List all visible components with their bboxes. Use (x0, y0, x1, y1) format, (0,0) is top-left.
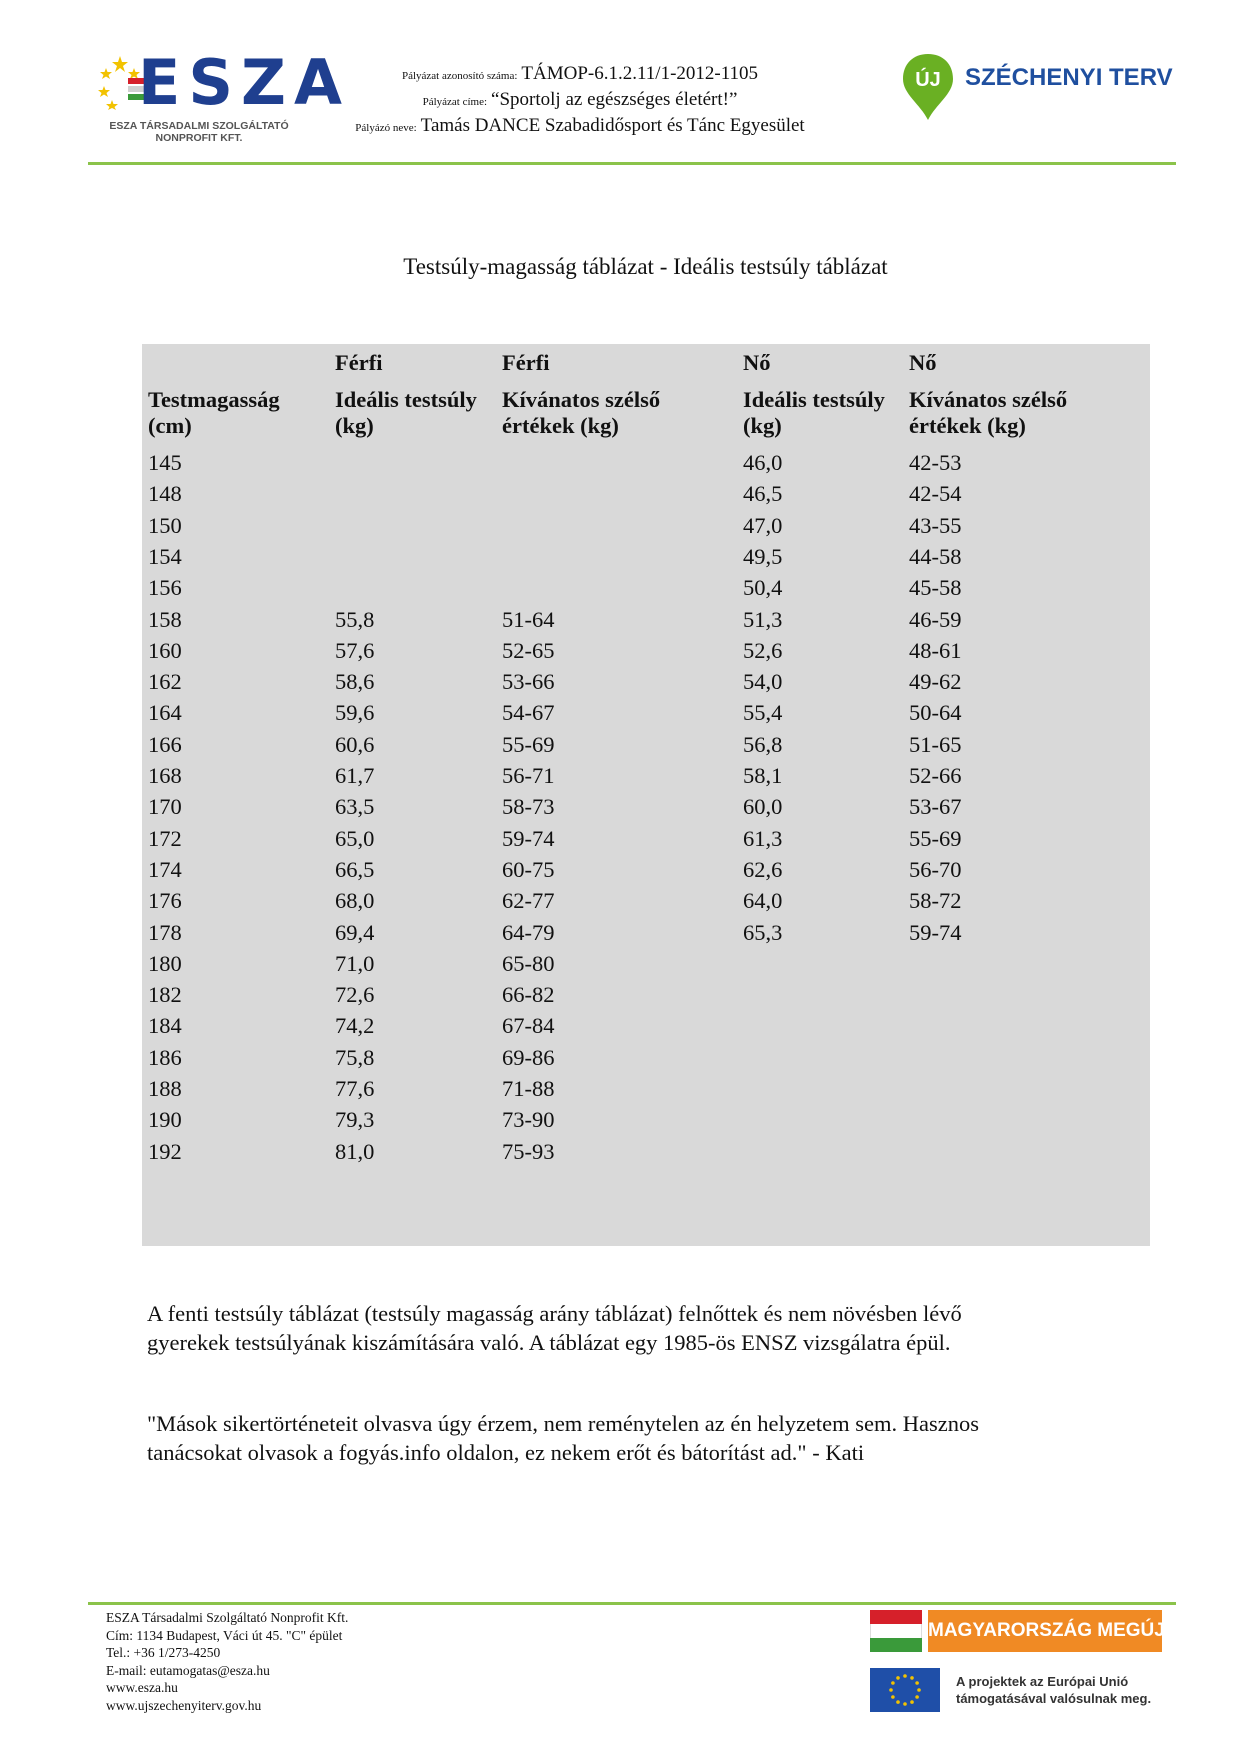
table-cell: 59-74 (909, 919, 962, 945)
contact-line: www.esza.hu (106, 1680, 178, 1695)
table-cell: 69,4 (335, 919, 375, 945)
table-cell: 73-90 (502, 1107, 555, 1133)
table-cell: 49,5 (743, 543, 783, 569)
weight-height-table (142, 344, 1150, 1246)
table-cell: 59-74 (502, 825, 555, 851)
table-row (142, 1134, 1150, 1169)
table-row (142, 508, 1150, 543)
table-cell: 65,0 (335, 825, 375, 851)
table-cell: 55,8 (335, 606, 375, 632)
project-title-line (320, 88, 840, 114)
table-cell: 66,5 (335, 856, 375, 882)
table-cell: 64-79 (502, 919, 555, 945)
eu-support-text (956, 1673, 1151, 1707)
table-row (142, 915, 1150, 950)
table-row (142, 1008, 1150, 1043)
footer-contact-info (106, 1609, 348, 1714)
table-cell: 162 (148, 669, 182, 695)
table-row (142, 633, 1150, 668)
table-row (142, 789, 1150, 824)
table-cell: 60,0 (743, 794, 783, 820)
table-cell: 77,6 (335, 1076, 375, 1101)
table-cell: 63,5 (335, 794, 375, 820)
project-id-line (320, 62, 840, 88)
table-cell: 62,6 (743, 856, 783, 882)
table-row (142, 977, 1150, 1012)
column-header-line: Férfi (335, 350, 383, 375)
table-cell: 52-65 (502, 637, 555, 663)
column-header-line: (kg) (335, 413, 374, 438)
project-id-label: Pályázat azonosító száma: (401, 70, 518, 82)
column-header-line: Testmagasság (148, 387, 280, 412)
table-cell: 66-82 (502, 982, 555, 1008)
table-cell: 58,6 (335, 669, 375, 695)
table-cell: 64,0 (743, 888, 783, 914)
table-cell: 48-61 (909, 637, 962, 663)
column-header-1 (148, 350, 280, 439)
table-cell: 186 (148, 1044, 182, 1070)
hungarian-flag-icon (870, 1610, 922, 1652)
esza-logo (98, 46, 350, 148)
table-cell: 46,0 (743, 450, 783, 475)
table-cell: 51-64 (502, 606, 555, 632)
table-row (142, 821, 1150, 856)
table-cell: 58,1 (743, 763, 783, 788)
table-row (142, 445, 1150, 480)
column-header-line: értékek (kg) (909, 413, 1026, 438)
eu-support-line-2: támogatásával valósulnak meg. (956, 1691, 1152, 1706)
contact-line: Cím: 1134 Budapest, Váci út 45. "C" épület (106, 1627, 343, 1643)
table-cell: 176 (148, 888, 182, 914)
magyarorszag-megujul-logo (870, 1610, 1191, 1660)
table-cell: 190 (148, 1107, 182, 1133)
table-cell: 61,3 (743, 825, 783, 851)
contact-line: E-mail: eutamogatas@esza.hu (106, 1662, 270, 1678)
page-header (0, 0, 1241, 170)
table-cell: 56,8 (743, 731, 783, 757)
column-header-line: Nő (743, 350, 771, 375)
table-row (142, 695, 1150, 730)
esza-logo-text: ESZA (138, 46, 350, 119)
table-cell: 60,6 (335, 731, 375, 757)
table-cell: 46,5 (743, 481, 783, 507)
table-cell: 53-66 (502, 669, 555, 695)
table-cell: 79,3 (335, 1107, 375, 1133)
table-cell: 170 (148, 794, 182, 820)
table-cell: 55,4 (743, 700, 783, 726)
table-description (147, 1299, 1147, 1357)
magyarorszag-megujul-banner: MAGYARORSZÁG MEGÚJUL (928, 1610, 1162, 1652)
table-cell: 44-58 (909, 543, 962, 569)
column-header-2 (335, 350, 477, 439)
table-cell: 148 (148, 481, 182, 507)
table-cell: 56-71 (502, 763, 555, 788)
table-cell: 54-67 (502, 700, 555, 726)
applicant-line (320, 114, 840, 140)
table-cell: 42-53 (909, 450, 962, 475)
table-row (142, 1040, 1150, 1075)
project-id-value: TÁMOP-6.1.2.11/1-2012-1105 (521, 63, 759, 84)
table-cell: 42-54 (909, 481, 962, 507)
table-cell: 45-58 (909, 575, 962, 601)
table-cell: 182 (148, 982, 182, 1008)
table-cell: 154 (148, 543, 182, 569)
table-row (142, 758, 1150, 793)
table-cell: 47,0 (743, 512, 783, 538)
table-cell: 62-77 (502, 888, 555, 914)
table-cell: 158 (148, 606, 182, 632)
table-cell: 174 (148, 856, 182, 882)
table-cell: 61,7 (335, 763, 375, 788)
header-divider (88, 162, 1176, 165)
description-line-1: A fenti testsúly táblázat (testsúly magasság arány táblázat) felnőttek és nem növésben lévő (147, 1301, 962, 1326)
table-cell: 50,4 (743, 575, 783, 601)
eu-support-line-1: A projektek az Európai Unió (956, 1674, 1129, 1689)
table-cell: 71,0 (335, 950, 375, 976)
quote-line-2: tanácsokat olvasok a fogyás.info oldalon, ez nekem erőt és bátorítást ad." - Kati (147, 1440, 865, 1465)
szechenyi-badge: ÚJ (915, 69, 941, 91)
table-cell: 72,6 (335, 982, 375, 1008)
table-cell: 52-66 (909, 763, 962, 788)
document-title: Testsúly-magasság táblázat - Ideális testsúly táblázat (403, 254, 888, 279)
table-cell: 67-84 (502, 1013, 555, 1039)
table-cell: 71-88 (502, 1076, 555, 1101)
column-header-line: Férfi (502, 350, 550, 375)
table-header (142, 350, 1150, 450)
table-cell: 54,0 (743, 669, 783, 695)
table-cell: 188 (148, 1076, 182, 1101)
table-cell: 168 (148, 763, 182, 788)
table-cell: 172 (148, 825, 182, 851)
table-cell: 75-93 (502, 1138, 555, 1164)
table-cell: 58-73 (502, 794, 555, 820)
table-cell: 192 (148, 1138, 182, 1164)
column-header-line (148, 350, 280, 376)
applicant-label: Pályázó neve: (355, 122, 417, 134)
column-header-line: értékek (kg) (502, 413, 619, 438)
table-cell: 55-69 (909, 825, 962, 851)
table-cell: 65,3 (743, 919, 783, 945)
table-row (142, 946, 1150, 981)
table-row (142, 1102, 1150, 1137)
table-cell: 69-86 (502, 1044, 555, 1070)
eu-support-logo (870, 1668, 1190, 1720)
contact-line: ESZA Társadalmi Szolgáltató Nonprofit Kft. (106, 1610, 349, 1625)
szechenyi-text: SZÉCHENYI TERV (965, 64, 1173, 91)
applicant-value: Tamás DANCE Szabadidősport és Tánc Egyesület (420, 115, 805, 136)
table-row (142, 1071, 1150, 1106)
table-cell: 55-69 (502, 731, 555, 757)
table-cell: 49-62 (909, 669, 962, 695)
quote-line-1: "Mások sikertörténeteit olvasva úgy érzem, nem reménytelen az én helyzetem sem. Hasznos (147, 1411, 980, 1436)
table-row (142, 727, 1150, 762)
table-cell: 150 (148, 512, 182, 538)
table-cell: 58-72 (909, 888, 962, 914)
table-cell: 156 (148, 575, 182, 601)
esza-logo-subtitle (104, 120, 294, 144)
table-row (142, 476, 1150, 511)
table-cell: 68,0 (335, 888, 375, 914)
table-cell: 81,0 (335, 1138, 375, 1164)
table-cell: 56-70 (909, 856, 962, 882)
table-cell: 65-80 (502, 950, 555, 976)
table-cell: 46-59 (909, 606, 962, 632)
contact-line: www.ujszechenyiterv.gov.hu (106, 1697, 262, 1713)
map-pin-icon (900, 52, 956, 122)
testimonial-quote (147, 1409, 1147, 1467)
column-header-line: (cm) (148, 413, 192, 438)
column-header-line: Nő (909, 350, 937, 375)
table-cell: 51-65 (909, 731, 962, 757)
esza-subtitle-line-1: ESZA TÁRSADALMI SZOLGÁLTATÓ (109, 120, 289, 132)
table-cell: 43-55 (909, 512, 962, 538)
column-header-3 (502, 350, 660, 439)
table-row (142, 539, 1150, 574)
table-cell: 166 (148, 731, 182, 757)
description-line-2: gyerekek testsúlyának kiszámítására való. A táblázat egy 1985-ös ENSZ vizsgálatra épül. (147, 1330, 951, 1355)
column-header-line: Ideális testsúly (743, 387, 885, 412)
column-header-line: Kívánatos szélső (909, 387, 1068, 412)
table-cell: 50-64 (909, 700, 962, 726)
table-cell: 74,2 (335, 1013, 375, 1039)
footer-divider (88, 1602, 1176, 1605)
table-cell: 145 (148, 450, 182, 475)
table-cell: 184 (148, 1013, 182, 1039)
project-info (320, 62, 840, 140)
contact-line: Tel.: +36 1/273-4250 (106, 1645, 221, 1660)
esza-subtitle-line-2: NONPROFIT KFT. (155, 132, 243, 144)
table-cell: 59,6 (335, 700, 375, 726)
table-row (142, 883, 1150, 918)
project-title-label: Pályázat címe: (422, 96, 488, 108)
column-header-line: (kg) (743, 413, 782, 438)
table-row (142, 570, 1150, 605)
table-cell: 53-67 (909, 794, 962, 820)
table-cell: 164 (148, 700, 182, 726)
eu-flag-icon (870, 1668, 940, 1712)
table-cell: 178 (148, 919, 182, 945)
table-cell: 57,6 (335, 637, 375, 663)
column-header-line: Ideális testsúly (335, 387, 477, 412)
szechenyi-logo (900, 52, 1200, 132)
column-header-5 (909, 350, 1067, 439)
table-row (142, 664, 1150, 699)
column-header-line: Kívánatos szélső (502, 387, 661, 412)
table-row (142, 602, 1150, 637)
table-cell: 180 (148, 950, 182, 976)
project-title-value: “Sportolj az egészséges életért!” (491, 89, 738, 110)
table-cell: 60-75 (502, 856, 555, 882)
table-cell: 75,8 (335, 1044, 375, 1070)
table-row (142, 852, 1150, 887)
table-cell: 52,6 (743, 637, 783, 663)
table-cell: 160 (148, 637, 182, 663)
table-cell: 51,3 (743, 606, 783, 632)
column-header-4 (743, 350, 885, 439)
